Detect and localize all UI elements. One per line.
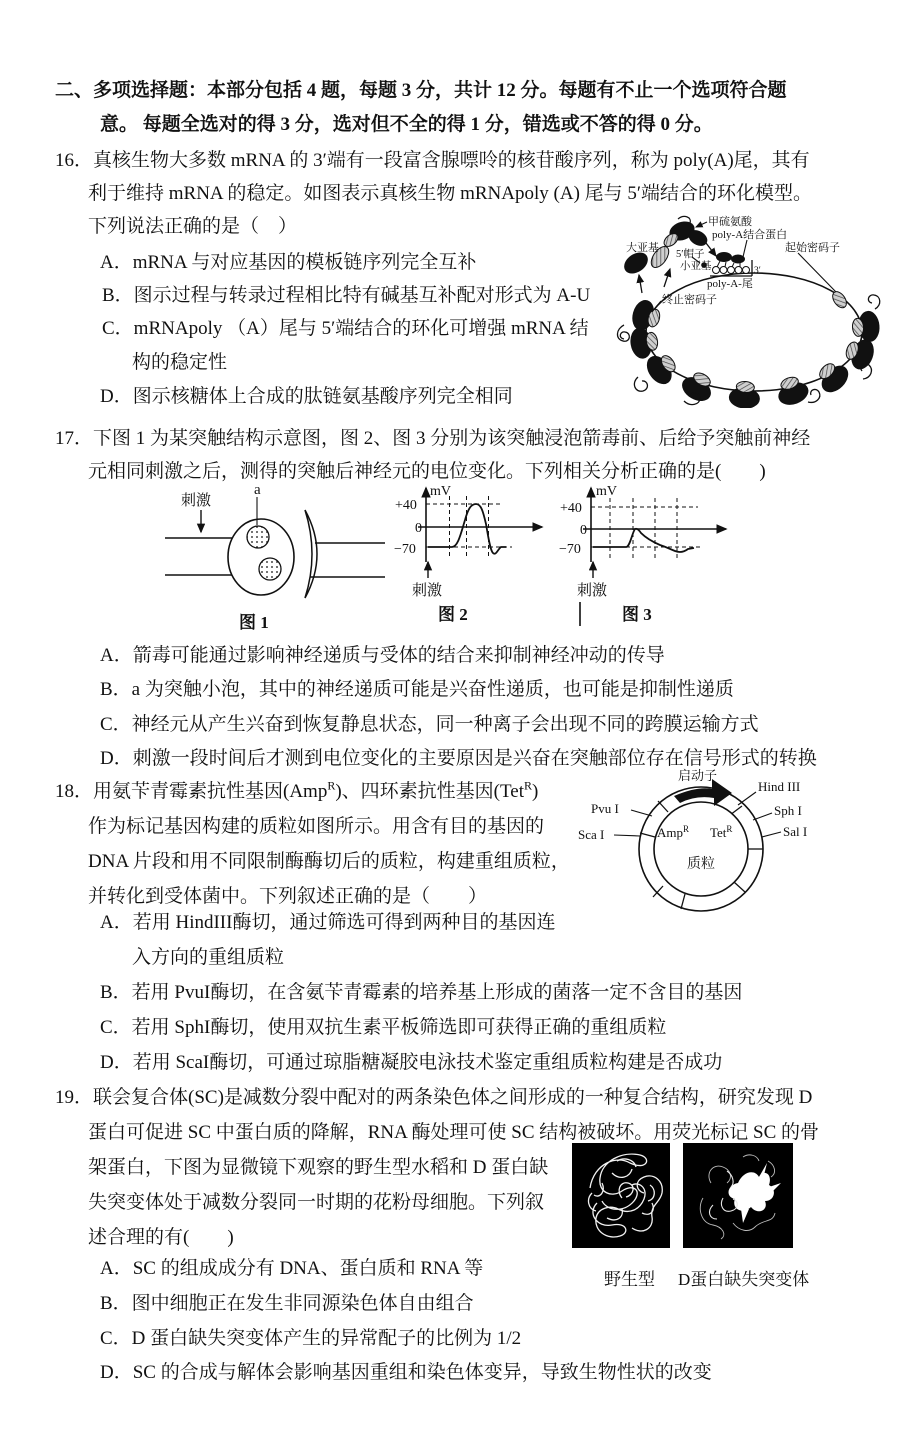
q19-option-b: B．图中细胞正在发生非同源染色体自由组合 xyxy=(100,1293,474,1314)
q17-option-b: B．a 为突触小泡，其中的神经递质可能是兴奋性递质，也可能是抑制性递质 xyxy=(100,679,734,700)
fig2-plus40-label: +40 xyxy=(395,498,417,513)
fig3-zero-label: 0 xyxy=(580,523,587,538)
fig1-stimulus-label: 刺激 xyxy=(181,493,212,509)
label-polya-binding-protein: poly-A结合蛋白 xyxy=(712,229,788,241)
label-methionine: 甲硫氨酸 xyxy=(708,216,752,228)
label-3prime: 3′ xyxy=(754,266,761,276)
fig2-stimulus-label: 刺激 xyxy=(412,583,443,599)
fig3-gridlines xyxy=(591,498,701,558)
fig3-potential-curve xyxy=(593,529,694,552)
d-mutant-chromosomes xyxy=(683,1143,793,1248)
fig3-minus70-label: −70 xyxy=(559,542,581,557)
label-scai: Sca I xyxy=(578,827,605,842)
fig3-unit-label: mV xyxy=(596,484,617,499)
tet-superscript: R xyxy=(524,778,533,793)
q17-figure3-potential xyxy=(556,478,741,630)
label-sali: Sal I xyxy=(783,824,808,839)
plasmid-inner-ring xyxy=(654,802,748,896)
q17-stem-line-1: 17．下图 1 为某突触结构示意图，图 2、图 3 分别为该突触浸泡箭毒前、后给予突触前神经 xyxy=(55,428,811,449)
ribosomes-on-loop xyxy=(629,289,881,408)
fig3-plus40-label: +40 xyxy=(560,501,582,516)
q18-option-b: B．若用 PvuI酶切，在含氨苄青霉素的培养基上形成的菌落一定不含目的基因 xyxy=(100,982,743,1003)
q16-stem-line-3: 下列说法正确的是（ ） xyxy=(88,216,298,237)
q16-option-b: B．图示过程与转录过程相比特有碱基互补配对形式为 A-U xyxy=(102,285,591,306)
fig2-caption: 图 2 xyxy=(438,605,468,624)
q16-figure-mrna-circularization xyxy=(612,213,897,408)
plasmid-leader-lines xyxy=(614,792,781,837)
q17-stem-line-2: 元相同刺激之后，测得的突触后神经元的电位变化。下列相关分析正确的是( ) xyxy=(88,461,766,482)
q17-option-a: A．箭毒可能通过影响神经递质与受体的结合来抑制神经冲动的传导 xyxy=(100,645,665,666)
label-pvui: Pvu I xyxy=(591,801,619,816)
section-header-line-2: 意。 每题全选对的得 3 分，选对但不全的得 1 分，错选或不答的得 0 分。 xyxy=(100,114,713,135)
caption-wild-type: 野生型 xyxy=(604,1270,655,1289)
amp-superscript: R xyxy=(327,778,336,793)
q18-option-c: C．若用 SphI酶切，使用双抗生素平板筛选即可获得正确的重组质粒 xyxy=(100,1017,667,1038)
label-ampr: Amp$^R$ xyxy=(657,824,690,840)
fig1-caption: 图 1 xyxy=(239,613,269,632)
presynaptic-neuron xyxy=(165,519,294,595)
q17-option-d: D．刺激一段时间后才测到电位变化的主要原因是兴奋在突触部位存在信号形式的转换 xyxy=(100,748,817,769)
q18-stem-line-1: 18．用氨苄青霉素抗性基因(Amp$^R$)、四环素抗性基因(Tet$^R$) xyxy=(55,778,539,802)
q18-stem-line-4: 并转化到受体菌中。下列叙述正确的是（ ） xyxy=(88,886,488,907)
q16-option-c: C．mRNApoly （A）尾与 5′端结合的环化可增强 mRNA 结 xyxy=(102,318,589,339)
synaptic-vesicle-1 xyxy=(247,526,269,548)
label-sphi: Sph I xyxy=(774,803,802,818)
q19-option-d: D．SC 的合成与解体会影响基因重组和染色体变异，导致生物性状的改变 xyxy=(100,1362,712,1383)
section-header-line-1: 二、多项选择题：本部分包括 4 题，每题 3 分，共计 12 分。每题有不止一个选项符合题 xyxy=(55,80,787,101)
caption-d-mutant: D蛋白缺失突变体 xyxy=(678,1270,810,1289)
fig2-minus70-label: −70 xyxy=(394,542,416,557)
micrograph-d-mutant xyxy=(683,1143,793,1248)
postsynaptic-neuron xyxy=(305,510,385,598)
fig2-unit-label: mV xyxy=(430,484,451,499)
q16-option-a: A．mRNA 与对应基因的模板链序列完全互补 xyxy=(100,252,477,273)
label-small-subunit: 小亚基 xyxy=(680,261,712,272)
wild-type-chromosomes xyxy=(572,1143,670,1248)
q18-option-a: A．若用 HindIII酶切，通过筛选可得到两种目的基因连 xyxy=(100,912,556,933)
q19-option-a: A．SC 的组成成分有 DNA、蛋白质和 RNA 等 xyxy=(100,1258,484,1279)
q17-figure2-potential xyxy=(392,478,552,630)
label-polya-tail: poly-A-尾 xyxy=(707,278,753,290)
q19-stem-line-3: 架蛋白，下图为显微镜下观察的野生型水稻和 D 蛋白缺 xyxy=(88,1157,549,1178)
q19-stem-line-1: 19．联会复合体(SC)是减数分裂中配对的两条染色体之间形成的一种复合结构，研究发现 D xyxy=(55,1087,813,1108)
label-start-codon: 起始密码子 xyxy=(785,242,840,254)
q18-stem-line-3: DNA 片段和用不同限制酶酶切后的质粒，构建重组质粒， xyxy=(88,851,570,872)
q17-figure1-synapse xyxy=(155,480,390,635)
fig3-stimulus-label: 刺激 xyxy=(577,583,608,599)
label-promoter: 启动子 xyxy=(678,768,718,783)
label-stop-codon: 终止密码子 xyxy=(662,294,717,306)
label-plasmid-name: 质粒 xyxy=(687,857,715,872)
q16-option-c-cont: 构的稳定性 xyxy=(132,352,228,373)
q17-option-c: C．神经元从产生兴奋到恢复静息状态，同一种离子会出现不同的跨膜运输方式 xyxy=(100,714,759,735)
plasmid-segment-dividers xyxy=(640,789,763,909)
fluorescent-aggregate xyxy=(729,1172,774,1211)
q18-stem-line-2: 作为标记基因构建的质粒如图所示。用含有目的基因的 xyxy=(88,816,545,837)
synaptic-vesicle-2 xyxy=(259,558,281,580)
label-tetr: Tet$^R$ xyxy=(710,824,733,840)
q16-stem-line-1: 16．真核生物大多数 mRNA 的 3′端有一段富含腺嘌呤的核苷酸序列，称为 poly(A)尾，其有 xyxy=(55,150,810,171)
q16-stem-line-2: 利于维持 mRNA 的稳定。如图表示真核生物 mRNApoly (A) 尾与 5′端结合的环化模型。 xyxy=(88,183,813,204)
q19-option-c: C．D 蛋白缺失突变体产生的异常配子的比例为 1/2 xyxy=(100,1328,522,1349)
q19-stem-line-4: 失突变体处于减数分裂同一时期的花粉母细胞。下列叙 xyxy=(88,1192,545,1213)
q16-option-d: D．图示核糖体上合成的肽链氨基酸序列完全相同 xyxy=(100,386,513,407)
q18-option-a-cont: 入方向的重组质粒 xyxy=(132,947,285,968)
label-hindiii: Hind III xyxy=(758,779,801,794)
q18-figure-plasmid xyxy=(560,768,840,933)
q19-stem-line-2: 蛋白可促进 SC 中蛋白质的降解，RNA 酶处理可使 SC 结构被破坏。用荧光标记 SC 的骨 xyxy=(88,1122,820,1143)
micrograph-wild-type xyxy=(572,1143,670,1248)
fig3-caption: 图 3 xyxy=(622,605,652,624)
label-large-subunit: 大亚基 xyxy=(626,242,659,254)
q19-stem-line-5: 述合理的有( ) xyxy=(88,1227,234,1248)
label-5cap: 5′帽子 xyxy=(676,249,705,260)
fig2-zero-label: 0 xyxy=(415,521,422,536)
q18-option-d: D．若用 ScaI酶切，可通过琼脂糖凝胶电泳技术鉴定重组质粒构建是否成功 xyxy=(100,1052,723,1073)
fig1-vesicle-a-label: a xyxy=(254,482,261,498)
